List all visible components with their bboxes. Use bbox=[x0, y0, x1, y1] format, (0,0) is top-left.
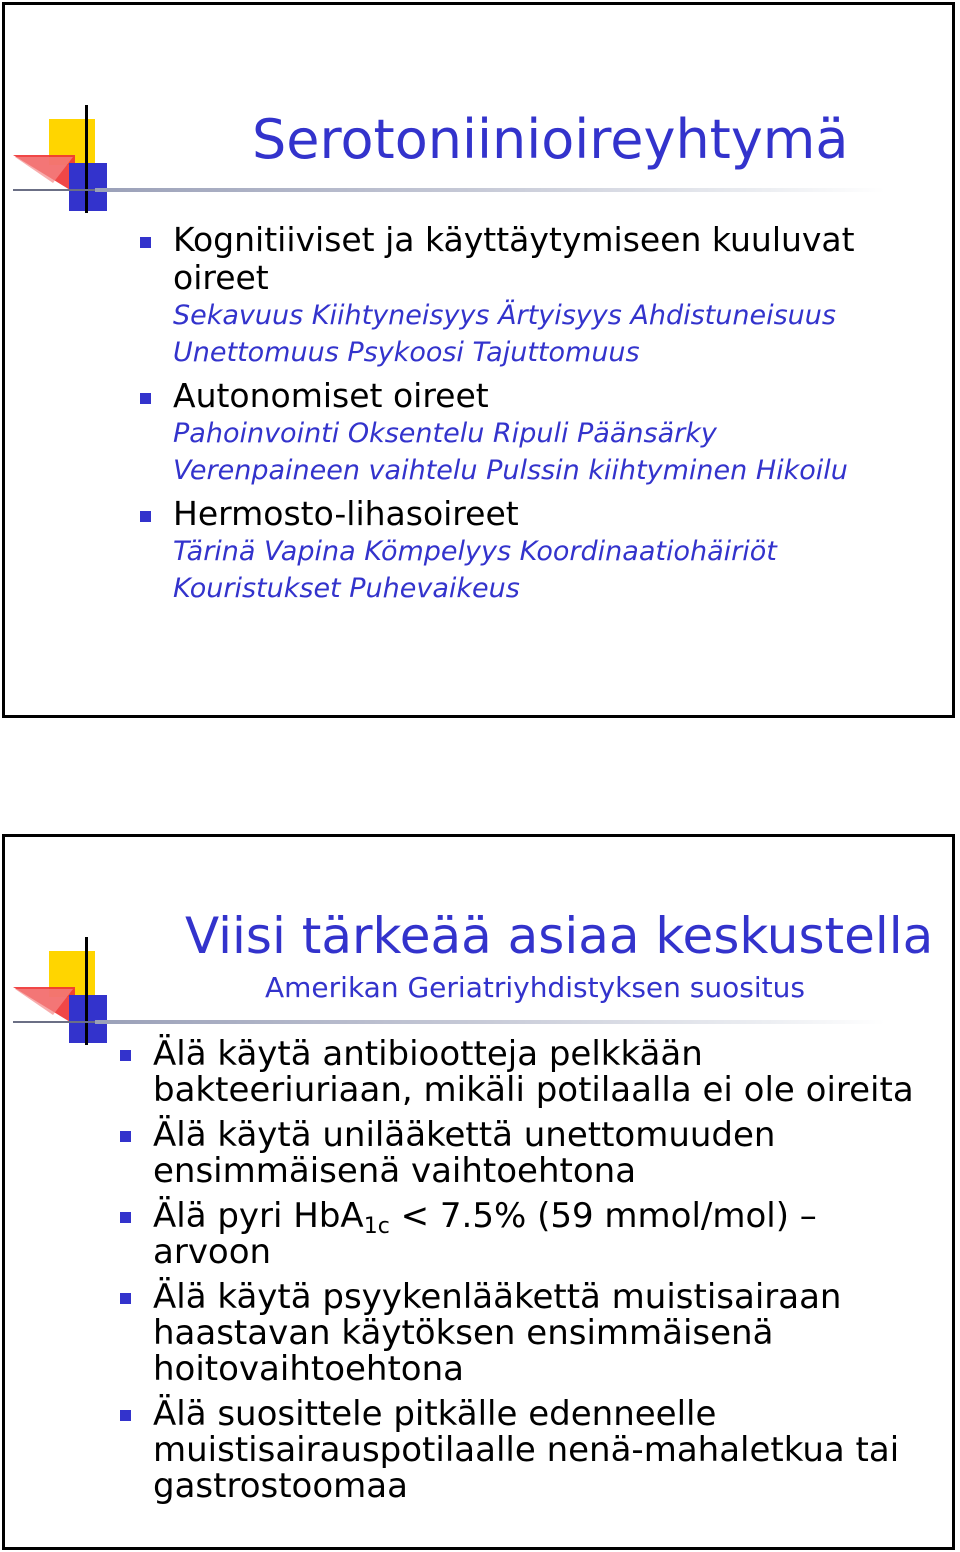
bullet-square-icon bbox=[120, 1050, 131, 1061]
recommendation-list bbox=[153, 1036, 923, 1513]
list-item bbox=[153, 1198, 923, 1270]
slide-logo-icon bbox=[13, 937, 143, 1057]
bullet-detail: Kouristukset Puhevaikeus bbox=[173, 573, 520, 604]
list-item bbox=[173, 221, 933, 371]
list-item bbox=[173, 377, 933, 489]
bullet-square-icon bbox=[120, 1212, 131, 1223]
recommendation-text-post: < 7.5% (59 mmol/mol) – arvoon bbox=[153, 1196, 817, 1272]
recommendation-text: Älä käytä antibiootteja pelkkään bakteeriuriaan, mikäli potilaalla ei ole oireita bbox=[153, 1034, 914, 1110]
list-item bbox=[153, 1036, 923, 1108]
slide-subtitle: Amerikan Geriatriyhdistyksen suositus bbox=[265, 971, 805, 1004]
list-item bbox=[173, 495, 933, 607]
recommendation-text: Älä käytä psyykenlääkettä muistisairaan haastavan käytöksen ensimmäisenä hoitovaihtoehtona bbox=[153, 1277, 842, 1389]
bullet-square-icon bbox=[120, 1293, 131, 1304]
list-item bbox=[153, 1279, 923, 1387]
bullet-square-icon bbox=[140, 393, 151, 404]
slide-title: Serotoniinioireyhtymä bbox=[252, 108, 849, 171]
symptom-list bbox=[173, 221, 933, 613]
recommendation-text: Älä suosittele pitkälle edenneelle muistisairauspotilaalle nenä-mahaletkua tai gastrostoomaa bbox=[153, 1394, 900, 1506]
slide-logo-icon bbox=[13, 105, 143, 225]
bullet-heading: Kognitiiviset ja käyttäytymiseen kuuluvat oireet bbox=[173, 220, 855, 297]
bullet-heading: Hermosto-lihasoireet bbox=[173, 494, 519, 533]
list-item bbox=[153, 1396, 923, 1504]
title-rule bbox=[95, 188, 885, 192]
subscript-1c: 1c bbox=[363, 1214, 390, 1239]
bullet-square-icon bbox=[120, 1131, 131, 1142]
recommendation-text-pre: Älä pyri HbA bbox=[153, 1196, 364, 1236]
bullet-detail: Sekavuus Kiihtyneisyys Ärtyisyys Ahdistuneisuus bbox=[173, 300, 836, 331]
bullet-detail: Tärinä Vapina Kömpelyys Koordinaatiohäiriöt bbox=[173, 536, 777, 567]
bullet-square-icon bbox=[140, 511, 151, 522]
slide-title: Viisi tärkeää asiaa keskustella bbox=[185, 907, 934, 965]
bullet-detail: Verenpaineen vaihtelu Pulssin kiihtyminen Hikoilu bbox=[173, 455, 848, 486]
bullet-square-icon bbox=[140, 237, 151, 248]
slide-serotonin-syndrome bbox=[2, 2, 955, 718]
bullet-heading: Autonomiset oireet bbox=[173, 376, 489, 415]
title-rule bbox=[95, 1020, 885, 1024]
bullet-detail: Unettomuus Psykoosi Tajuttomuus bbox=[173, 337, 640, 368]
list-item bbox=[153, 1117, 923, 1189]
recommendation-text: Älä käytä unilääkettä unettomuuden ensimmäisenä vaihtoehtona bbox=[153, 1115, 776, 1191]
bullet-detail: Pahoinvointi Oksentelu Ripuli Päänsärky bbox=[173, 418, 717, 449]
bullet-square-icon bbox=[120, 1410, 131, 1421]
